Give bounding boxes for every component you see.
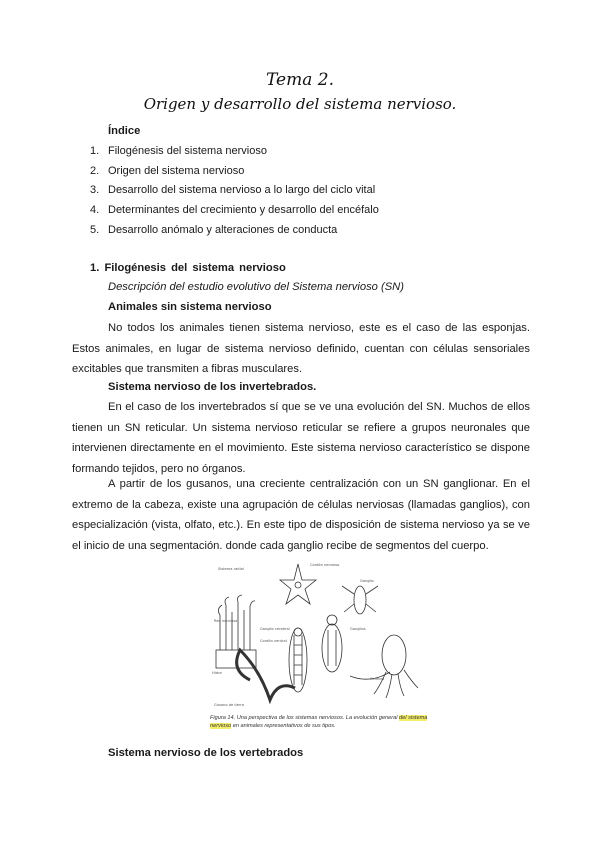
index-item-number: 1. — [90, 145, 100, 157]
svg-text:Ganglio cerebral: Ganglio cerebral — [260, 627, 290, 631]
index-item-number: 3. — [90, 184, 100, 196]
svg-text:Hidra: Hidra — [212, 671, 222, 675]
svg-text:Cordón nervioso: Cordón nervioso — [310, 563, 340, 567]
svg-text:Cerebro: Cerebro — [370, 677, 385, 681]
figure-caption — [210, 714, 430, 730]
index-item — [90, 202, 379, 218]
index-item — [90, 182, 375, 198]
caption-text-end: en animales representativos de sus tipos. — [231, 723, 336, 729]
index-item-number: 4. — [90, 204, 100, 216]
subsection-heading: Sistema nervioso de los invertebrados. — [108, 381, 317, 393]
subsection-heading: Animales sin sistema nervioso — [108, 301, 272, 313]
svg-text:Cordón ventral: Cordón ventral — [260, 639, 287, 643]
paragraph: En el caso de los invertebrados sí que se ve una evolución del SN. Muchos de ellos tienen un SN reticular. Un sistema nervioso reticular se refiere a grupos neuronales que intervienen directamente en el movimiento. Este sistema nervioso característico se dispone formando tejidos, pero no órganos. — [72, 401, 530, 475]
index-item-label: Desarrollo anómalo y alteraciones de conducta — [108, 224, 338, 236]
svg-text:Red nerviosa: Red nerviosa — [214, 619, 238, 623]
section-description: Descripción del estudio evolutivo del Sistema nervioso (SN) — [108, 281, 404, 293]
index-item-number: 2. — [90, 165, 100, 177]
index-item-label: Filogénesis del sistema nervioso — [108, 145, 267, 157]
index-item — [90, 222, 337, 238]
index-item — [90, 143, 267, 159]
svg-text:Sistema radial: Sistema radial — [218, 567, 244, 571]
index-item-number: 5. — [90, 224, 100, 236]
svg-text:Ganglios: Ganglios — [350, 627, 366, 631]
index-item-label: Determinantes del crecimiento y desarrollo del encéfalo — [108, 204, 379, 216]
index-item-label: Desarrollo del sistema nervioso a lo largo del ciclo vital — [108, 184, 376, 196]
paragraph: A partir de los gusanos, una creciente centralización con un SN ganglionar. En el extremo de la cabeza, existe una agrupación de células nerviosas (llamadas ganglios), con especialización (vista, olfato, etc.). En este tipo de disposición de sistema nervioso ya se ve el inicio de una segmentación. donde cada ganglio recibe de segmentos del cuerpo. — [72, 478, 530, 552]
svg-text:Ganglio: Ganglio — [360, 579, 374, 583]
nervous-system-figure — [210, 560, 430, 710]
figure-label-bottom: Gusano de tierra — [214, 703, 245, 707]
index-item — [90, 163, 244, 179]
paragraph: No todos los animales tienen sistema nervioso, este es el caso de las esponjas. Estos animales, en lugar de sistema nervioso definido, cuentan con células sensoriales excitables que transmiten a fibras musculares. — [72, 322, 530, 375]
section-heading: 1. Filogénesis del sistema nervioso — [90, 262, 286, 274]
index-item-label: Origen del sistema nervioso — [108, 165, 245, 177]
index-heading: Índice — [108, 125, 141, 137]
page-subtitle: Origen y desarrollo del sistema nervioso. — [143, 95, 457, 113]
caption-text: Figura 14. Una perspectiva de los sistemas nerviosos. La evolución general — [210, 715, 400, 721]
subsection-heading: Sistema nervioso de los vertebrados — [108, 747, 304, 759]
page-title: Tema 2. — [266, 70, 334, 90]
caption-highlight: del sistema nervioso — [210, 715, 428, 729]
